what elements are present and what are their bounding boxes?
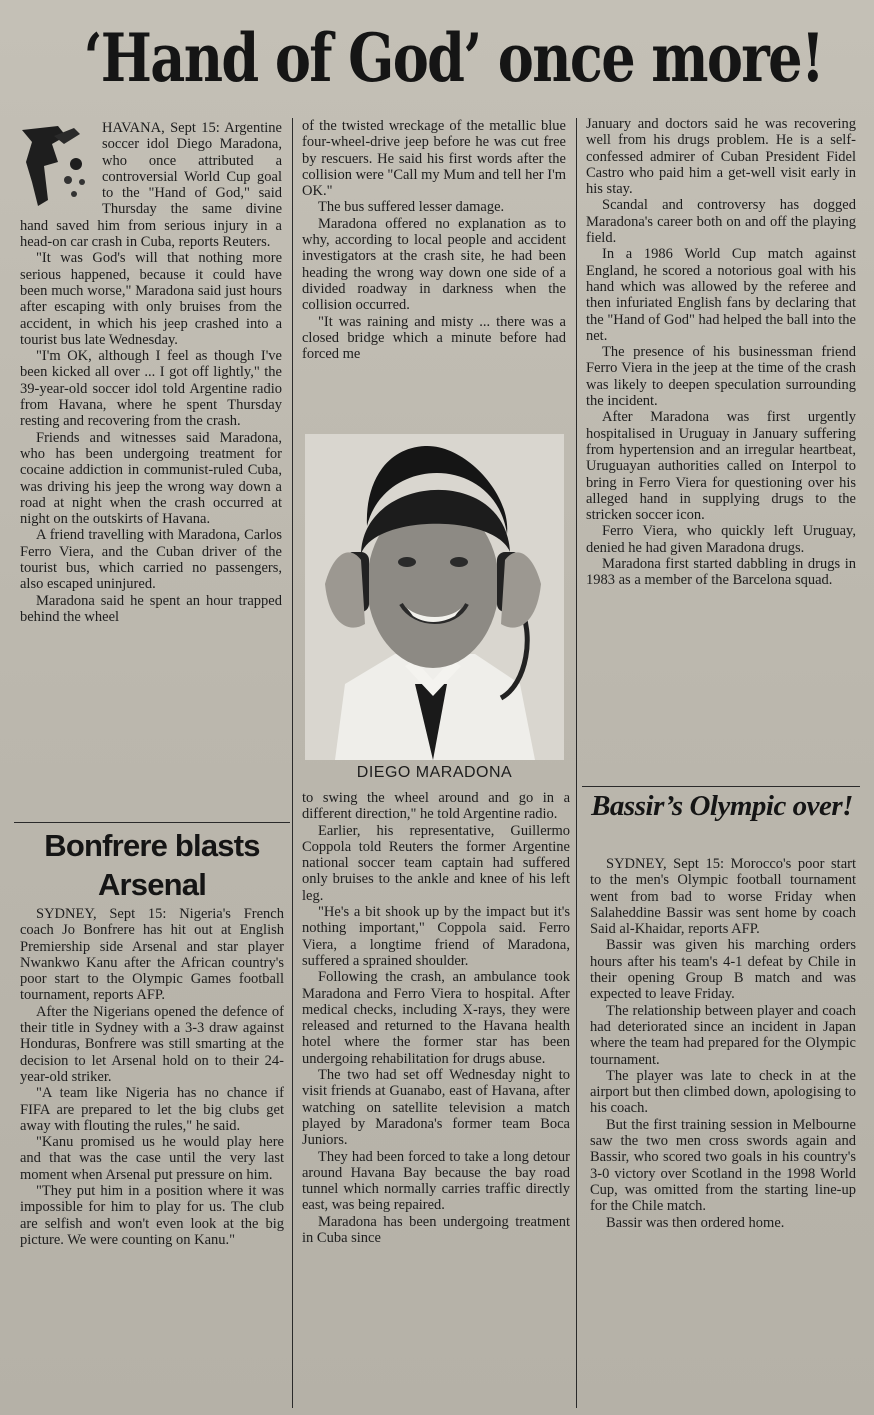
article-paragraph: "He's a bit shook up by the impact but it's nothing important," Coppola said. Ferro Viera, a longtime friend of Maradona, suffered a sprained shoulder. — [302, 904, 570, 969]
article-paragraph: to swing the wheel around and go in a different direction," he told Argentine radio. — [302, 790, 570, 823]
article-paragraph: "A team like Nigeria has no chance if FIFA are prepared to let the big clubs get away with flouting the rules," he said. — [20, 1085, 284, 1134]
article-paragraph: of the twisted wreckage of the metallic blue four-wheel-drive jeep before he was cut free by rescuers. He said his first words after the collision were "Call my Mum and tell her I'm OK." — [302, 118, 566, 200]
main-story-column-2-top — [302, 118, 566, 433]
bonfrere-headline: Bonfrere blasts Arsenal — [44, 828, 260, 902]
article-paragraph: Maradona said he spent an hour trapped behind the wheel — [20, 592, 282, 625]
article-paragraph: After Maradona was first urgently hospitalised in Uruguay in January suffering from hypertension and an irregular heartbeat, Uruguayan authorities called on Interpol to bring in Ferro Viera for questioning over his alleged hand in supplying drugs to the stricken soccer icon. — [586, 409, 856, 524]
article-paragraph: The bus suffered lesser damage. — [318, 199, 505, 216]
article-paragraph: After the Nigerians opened the defence of their title in Sydney with a 3-3 draw against Honduras, Bonfrere was still smarting at the decision to let Arsenal hold on to their 24-year-old striker. — [20, 1003, 284, 1085]
article-paragraph: Friends and witnesses said Maradona, who has been undergoing treatment for cocaine addiction in communist-ruled Cuba, was driving his jeep the wrong way down a road at night when the crash occurred at night on the outskirts of Havana. — [20, 429, 282, 528]
section-divider — [582, 786, 860, 787]
article-paragraph: "I'm OK, although I feel as though I've been kicked all over ... I got off lightly," the 39-year-old soccer idol told Argentine radio from Havana, where he spent Thursday resting and recovering from the crash. — [20, 348, 282, 430]
article-paragraph: In a 1986 World Cup match against England, he scored a notorious goal with his hand which was allowed by the referee and then infuriated English fans by declaring that the "Hand of God" had helped the ball into the net. — [586, 246, 856, 344]
bassir-story — [590, 856, 856, 1411]
article-paragraph: SYDNEY, Sept 15: Morocco's poor start to the men's Olympic football tournament went from bad to worse Friday when Salaheddine Bassir was sent home by coach Said al-Khaidar, reports AFP. — [590, 856, 856, 938]
article-paragraph: Following the crash, an ambulance took Maradona and Ferro Viera to hospital. After medical checks, including X-rays, they were released and returned to the Havana health hotel where the former star has been undergoing rehabilitation for drugs abuse. — [302, 969, 570, 1067]
photo-caption: DIEGO MARADONA — [356, 764, 513, 781]
main-story-column-2-bottom — [302, 790, 570, 1410]
article-paragraph: The player was late to check in at the airport but then climbed down, apologising to his coach. — [590, 1067, 856, 1117]
main-story-column-3 — [586, 116, 856, 786]
article-paragraph: Earlier, his representative, Guillermo Coppola told Reuters the former Argentine national soccer team captain had suffered only bruises to the ankle and knee of his left leg. — [302, 822, 570, 904]
article-paragraph: Maradona offered no explanation as to why, according to local people and accident investigators at the crash site, he had been heading the wrong way down one side of a divided roadway in darkness when the collision occurred. — [302, 215, 566, 314]
main-story-column-1 — [20, 120, 282, 820]
main-headline: ‘Hand of God’ once more! — [83, 19, 824, 97]
article-paragraph: The relationship between player and coach had deteriorated since an incident in Japan where the team had prepared for the Olympic tournament. — [590, 1002, 856, 1068]
article-paragraph: Maradona first started dabbling in drugs in 1983 as a member of the Barcelona squad. — [586, 556, 856, 589]
article-paragraph: They had been forced to take a long detour around Havana Bay because the bay road tunnel which normally carries traffic directly east, was being repaired. — [302, 1148, 570, 1214]
article-paragraph: SYDNEY, Sept 15: Nigeria's French coach Jo Bonfrere has hit out at English Premiership side Arsenal and star player Nwankwo Kanu after the African country's poor start to the Olympic Games football tournament, reports AFP. — [20, 906, 284, 1004]
section-divider — [14, 822, 290, 823]
bonfrere-story — [20, 906, 284, 1411]
column-divider — [292, 118, 293, 1408]
article-paragraph: "It was God's will that nothing more serious happened, because it could have been much worse," Maradona said just hours after escaping with only bruises from the accident, in which his jeep crashed into a tourist bus late Wednesday. — [20, 250, 282, 348]
column-divider — [576, 118, 577, 1408]
article-paragraph: Bassir was then ordered home. — [606, 1214, 785, 1231]
article-paragraph: "They put him in a position where it was impossible for him to play for us. The club are selfish and won't even look at the big picture. We were counting on Kanu." — [20, 1183, 284, 1248]
article-paragraph: A friend travelling with Maradona, Carlos Ferro Viera, and the Cuban driver of the tourist bus, which carried no passengers, also escaped uninjured. — [20, 527, 282, 593]
article-paragraph: But the first training session in Melbourne saw the two men cross swords again and Bassir, who scored two goals in his country's 3-0 victory over Scotland in the 1998 World Cup, was omitted from the starting line-up for the Chile match. — [590, 1116, 856, 1215]
article-paragraph: Bassir was given his marching orders hours after his team's 4-1 defeat by Chile in their opening Group B match and was expected to leave Friday. — [590, 937, 856, 1003]
article-paragraph: "Kanu promised us he would play here and that was the case until the very last moment when Arsenal put pressure on him. — [20, 1134, 284, 1183]
article-paragraph: Scandal and controversy has dogged Maradona's career both on and off the playing field. — [586, 197, 856, 247]
article-paragraph: HAVANA, Sept 15: Argentine soccer idol Diego Maradona, who once attributed a controversial World Cup goal to the "Hand of God," said Thursday the same divine hand saved him from serious injury in a head-on car crash in Cuba, reports Reuters. — [20, 120, 282, 251]
article-paragraph: "It was raining and misty ... there was a closed bridge which a minute before had forced me — [302, 313, 566, 363]
bassir-headline: Bassir’s Olympic over! — [591, 790, 853, 822]
article-paragraph: The presence of his businessman friend Ferro Viera in the jeep at the time of the crash was likely to deepen speculation surrounding the incident. — [586, 344, 856, 410]
article-paragraph: Ferro Viera, who quickly left Uruguay, denied he had given Maradona drugs. — [586, 523, 856, 556]
article-paragraph: January and doctors said he was recovering well from his drugs problem. He is a self-confessed admirer of Cuban President Fidel Castro who paid him a get-well visit early in his stay. — [586, 116, 856, 198]
maradona-photo — [305, 434, 564, 760]
article-paragraph: Maradona has been undergoing treatment in Cuba since — [302, 1213, 570, 1247]
article-paragraph: The two had set off Wednesday night to visit friends at Guanabo, east of Havana, after watching on satellite television a match played by Maradona's former team Boca Juniors. — [302, 1067, 570, 1149]
